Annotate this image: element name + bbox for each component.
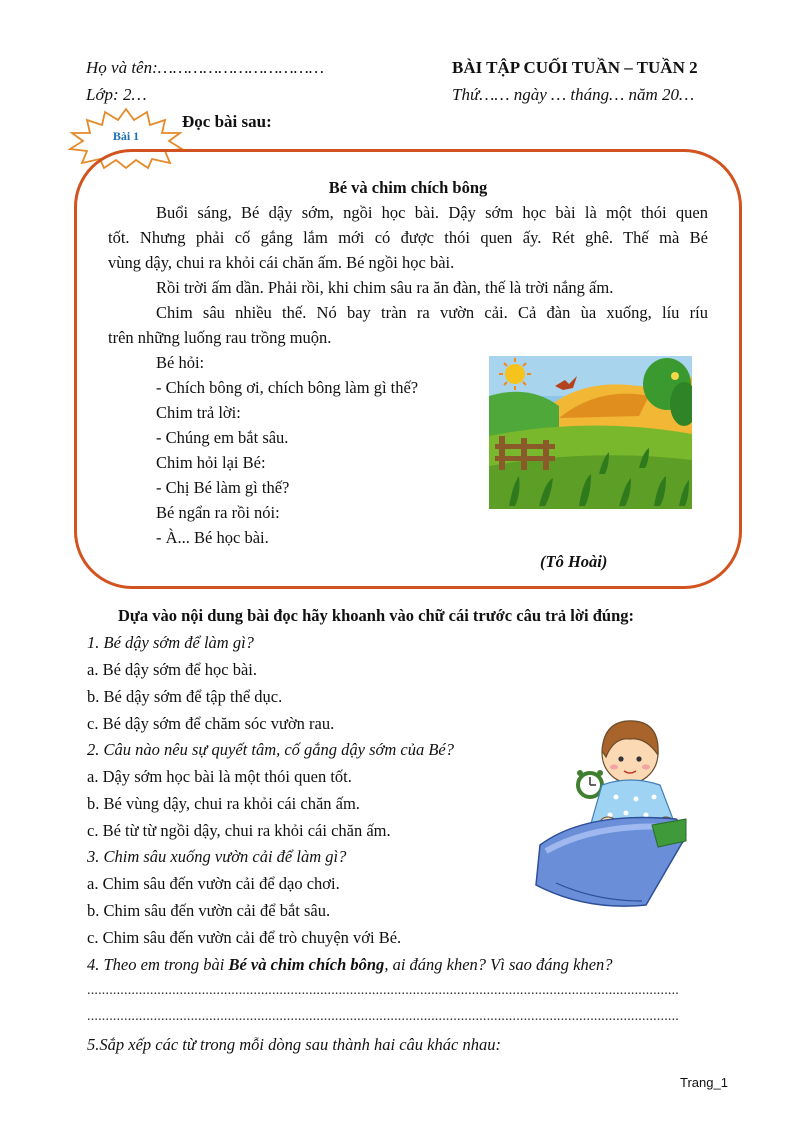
alarm-clock-icon (577, 770, 603, 797)
class-label: Lớp: 2… (86, 85, 147, 104)
dialogue-line: - Chúng em bắt sâu. (156, 428, 289, 447)
question-4-prompt-end: , ai đáng khen? Vì sao đáng khen? (384, 955, 613, 974)
badge-label: Bài 1 (112, 129, 140, 143)
exercise-instruction: Đọc bài sau: (182, 112, 272, 131)
passage-line: Rồi trời ấm dần. Phải rồi, khi chim sâu ra ăn đàn, thế là trời nắng ấm. (156, 278, 614, 297)
answer-line[interactable]: ................................................................................................................................................................ (87, 983, 679, 998)
answer-line[interactable]: ................................................................................................................................................................ (87, 1009, 679, 1024)
passage-title: Bé và chim chích bông (328, 178, 488, 197)
dialogue-line: Chim trả lời: (156, 403, 241, 422)
question-5-prompt: 5.Sắp xếp các từ trong mỗi dòng sau thành hai câu khác nhau: (87, 1035, 501, 1054)
question-1-prompt: 1. Bé dậy sớm để làm gì? (87, 633, 254, 652)
question-4-prompt (87, 955, 613, 975)
question-2-option: a. Dậy sớm học bài là một thói quen tốt. (87, 767, 352, 786)
page-number: Trang_1 (680, 1075, 728, 1090)
question-3-option: a. Chim sâu đến vườn cải để dạo chơi. (87, 874, 340, 893)
garden-with-bird-illustration (489, 356, 692, 509)
question-3-option: b. Chim sâu đến vườn cải để bắt sâu. (87, 901, 331, 920)
dialogue-line: Chim hỏi lại Bé: (156, 453, 266, 472)
question-3-option: c. Chim sâu đến vườn cải để trò chuyện với Bé. (87, 928, 402, 947)
boy-waking-up-illustration (526, 715, 692, 911)
question-4-story-title: Bé và chim chích bông (228, 955, 385, 974)
question-1-option: a. Bé dậy sớm để học bài. (87, 660, 258, 679)
question-3-prompt: 3. Chim sâu xuống vườn cải để làm gì? (87, 847, 347, 866)
question-1-option: b. Bé dậy sớm để tập thể dục. (87, 687, 283, 706)
student-name-label: Họ và tên:…………………………… (86, 58, 325, 77)
worksheet-title: BÀI TẬP CUỐI TUẦN – TUẦN 2 (452, 58, 698, 77)
passage-line: vùng dậy, chui ra khỏi cái chăn ấm. Bé ngồi học bài. (108, 253, 455, 272)
question-4-prompt-start: 4. Theo em trong bài (87, 955, 229, 974)
passage-author: (Tô Hoài) (540, 552, 608, 571)
questions-instruction: Dựa vào nội dung bài đọc hãy khoanh vào chữ cái trước câu trả lời đúng: (118, 606, 635, 625)
dialogue-line: - Chích bông ơi, chích bông làm gì thế? (156, 378, 419, 397)
passage-line: tốt. Nhưng phải cố gắng lắm mới có được thói quen ấy. Rét ghê. Thế mà Bé (108, 228, 708, 247)
question-2-option: b. Bé vùng dậy, chui ra khỏi cái chăn ấm. (87, 794, 360, 813)
question-2-option: c. Bé từ từ ngồi dậy, chui ra khỏi cái chăn ấm. (87, 821, 391, 840)
question-2-prompt: 2. Câu nào nêu sự quyết tâm, cố gắng dậy sớm của Bé? (87, 740, 454, 759)
passage-line: Buổi sáng, Bé dậy sớm, ngồi học bài. Dậy sớm học bài là một thói quen (156, 203, 708, 222)
passage-line: Chim sâu nhiều thế. Nó bay tràn ra vườn cải. Cả đàn ùa xuống, líu ríu (156, 303, 708, 322)
dialogue-line: Bé ngẩn ra rồi nói: (156, 503, 280, 522)
question-1-option: c. Bé dậy sớm để chăm sóc vườn rau. (87, 714, 335, 733)
date-label: Thứ…… ngày … tháng… năm 20… (452, 85, 695, 104)
dialogue-line: Bé hỏi: (156, 353, 205, 372)
dialogue-line: - À... Bé học bài. (156, 528, 269, 547)
dialogue-line: - Chị Bé làm gì thế? (156, 478, 290, 497)
passage-line: trên những luống rau trồng muộn. (108, 328, 332, 347)
